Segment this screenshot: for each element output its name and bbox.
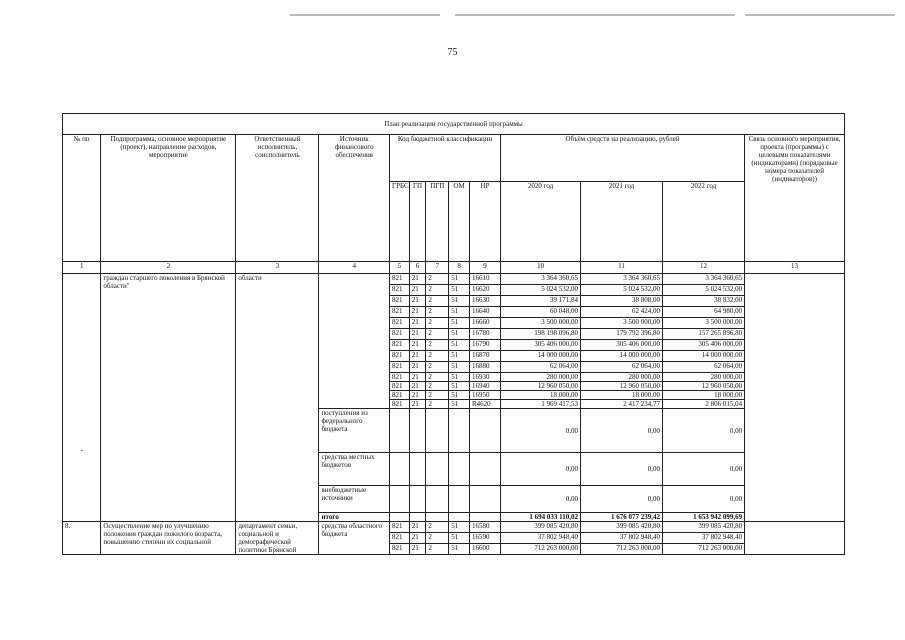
code-empty bbox=[409, 513, 426, 522]
row-number bbox=[63, 274, 101, 522]
header-link: Связь основного мероприятия, проекта (программы) с целевыми показателями (индикаторами) (порядковые номера показателей (индикаторов)) bbox=[745, 135, 845, 262]
code-grbs: 821 bbox=[390, 522, 410, 533]
header-source: Источник финансового обеспечения bbox=[319, 135, 390, 262]
code-gp: 21 bbox=[409, 351, 426, 362]
header-np: НР bbox=[469, 182, 500, 262]
amount-v2021: 0,00 bbox=[581, 409, 663, 453]
amount-v2021: 280 000,00 bbox=[581, 373, 663, 382]
executor-name: департамент семьи, социальной и демографической политики Брянской bbox=[236, 522, 319, 555]
code-gp: 21 bbox=[409, 400, 426, 409]
code-gp: 21 bbox=[409, 382, 426, 391]
code-grbs: 821 bbox=[390, 382, 410, 391]
amount-v2022: 280 000,00 bbox=[663, 373, 745, 382]
amount-v2020: 18 000,00 bbox=[501, 391, 581, 400]
code-np: 16790 bbox=[469, 340, 500, 351]
code-grbs: 821 bbox=[390, 274, 410, 285]
code-grbs: 821 bbox=[390, 373, 410, 382]
code-om: 51 bbox=[449, 329, 470, 340]
code-empty bbox=[409, 409, 426, 453]
amount-v2020: 62 064,00 bbox=[501, 362, 581, 373]
amount-v2022: 64 980,00 bbox=[663, 307, 745, 318]
code-np: 16640 bbox=[469, 307, 500, 318]
code-gp: 21 bbox=[409, 329, 426, 340]
code-gp: 21 bbox=[409, 307, 426, 318]
amount-v2021: 399 085 420,80 bbox=[581, 522, 663, 533]
code-grbs: 821 bbox=[390, 296, 410, 307]
amount-v2021: 2 417 234,77 bbox=[581, 400, 663, 409]
code-gp: 21 bbox=[409, 274, 426, 285]
column-number: 1 bbox=[63, 262, 101, 274]
column-numbers-row bbox=[63, 262, 845, 274]
code-grbs: 821 bbox=[390, 362, 410, 373]
code-empty bbox=[426, 453, 449, 486]
code-empty bbox=[409, 486, 426, 513]
amount-v2020: 1 969 417,53 bbox=[501, 400, 581, 409]
code-grbs: 821 bbox=[390, 329, 410, 340]
column-number: 9 bbox=[469, 262, 500, 274]
code-empty bbox=[426, 513, 449, 522]
amount-v2021: 37 802 948,40 bbox=[581, 533, 663, 544]
code-gp: 21 bbox=[409, 373, 426, 382]
amount-v2022: 0,00 bbox=[663, 409, 745, 453]
amount-v2022: 1 653 942 099,69 bbox=[663, 513, 745, 522]
code-empty bbox=[409, 453, 426, 486]
amount-v2020: 0,00 bbox=[501, 486, 581, 513]
code-om: 51 bbox=[449, 391, 470, 400]
code-np: 16870 bbox=[469, 351, 500, 362]
code-np: 16620 bbox=[469, 285, 500, 296]
code-np: 16660 bbox=[469, 318, 500, 329]
column-number: 13 bbox=[745, 262, 845, 274]
header-pgp: ПГП bbox=[426, 182, 449, 262]
code-pgp: 2 bbox=[426, 400, 449, 409]
code-empty bbox=[390, 453, 410, 486]
code-om: 51 bbox=[449, 351, 470, 362]
program-name: граждан старшего поколения в Брянской области" bbox=[101, 274, 236, 522]
scan-artifact bbox=[455, 14, 735, 16]
amount-v2022: 38 832,00 bbox=[663, 296, 745, 307]
code-gp: 21 bbox=[409, 391, 426, 400]
program-plan-table bbox=[62, 113, 845, 555]
code-empty bbox=[469, 486, 500, 513]
amount-v2020: 60 048,00 bbox=[501, 307, 581, 318]
amount-v2022: 399 085 420,80 bbox=[663, 522, 745, 533]
column-number: 3 bbox=[236, 262, 319, 274]
code-empty bbox=[390, 513, 410, 522]
code-np: 16880 bbox=[469, 362, 500, 373]
amount-v2020: 1 694 033 110,02 bbox=[501, 513, 581, 522]
table-row bbox=[63, 274, 845, 285]
header-code-group: Код бюджетной классификации bbox=[390, 135, 501, 182]
code-empty bbox=[449, 409, 470, 453]
amount-v2021: 179 792 396,80 bbox=[581, 329, 663, 340]
amount-v2020: 39 171,84 bbox=[501, 296, 581, 307]
amount-v2021: 1 676 077 239,42 bbox=[581, 513, 663, 522]
column-number: 7 bbox=[426, 262, 449, 274]
code-gp: 21 bbox=[409, 362, 426, 373]
code-pgp: 2 bbox=[426, 362, 449, 373]
amount-v2020: 14 000 000,00 bbox=[501, 351, 581, 362]
amount-v2022: 157 265 896,80 bbox=[663, 329, 745, 340]
indicator-link bbox=[745, 274, 845, 522]
code-empty bbox=[426, 409, 449, 453]
amount-v2022: 2 806 015,04 bbox=[663, 400, 745, 409]
amount-v2020: 712 263 000,00 bbox=[501, 544, 581, 555]
code-gp: 21 bbox=[409, 522, 426, 533]
amount-v2021: 712 263 000,00 bbox=[581, 544, 663, 555]
code-grbs: 821 bbox=[390, 285, 410, 296]
code-empty bbox=[469, 409, 500, 453]
amount-v2020: 399 085 420,80 bbox=[501, 522, 581, 533]
header-om: ОМ bbox=[449, 182, 470, 262]
amount-v2021: 305 406 000,00 bbox=[581, 340, 663, 351]
header-gp: ГП bbox=[409, 182, 426, 262]
code-pgp: 2 bbox=[426, 285, 449, 296]
amount-v2021: 18 000,00 bbox=[581, 391, 663, 400]
code-empty bbox=[449, 453, 470, 486]
amount-v2022: 0,00 bbox=[663, 486, 745, 513]
code-pgp: 2 bbox=[426, 340, 449, 351]
code-empty bbox=[390, 409, 410, 453]
code-grbs: 821 bbox=[390, 307, 410, 318]
header-executor: Ответственный исполнитель, соисполнитель bbox=[236, 135, 319, 262]
amount-v2021: 3 500 000,00 bbox=[581, 318, 663, 329]
column-number: 6 bbox=[409, 262, 426, 274]
amount-v2020: 280 000,00 bbox=[501, 373, 581, 382]
table-row bbox=[63, 522, 845, 533]
table-title: План реализации государственной программы bbox=[63, 114, 845, 135]
code-grbs: 821 bbox=[390, 544, 410, 555]
code-pgp: 2 bbox=[426, 318, 449, 329]
code-np: 16590 bbox=[469, 533, 500, 544]
scan-artifact bbox=[290, 14, 440, 16]
amount-v2020: 5 024 532,00 bbox=[501, 285, 581, 296]
amount-v2020: 0,00 bbox=[501, 409, 581, 453]
code-grbs: 821 bbox=[390, 318, 410, 329]
code-np: 16950 bbox=[469, 391, 500, 400]
amount-v2021: 14 000 000,00 bbox=[581, 351, 663, 362]
indicator-link bbox=[745, 522, 845, 555]
code-empty bbox=[469, 513, 500, 522]
header-program: Подпрограмма, основное мероприятие (проект), направление расходов, мероприятие bbox=[101, 135, 236, 262]
code-pgp: 2 bbox=[426, 522, 449, 533]
funding-source: итого bbox=[319, 513, 390, 522]
column-number: 10 bbox=[501, 262, 581, 274]
code-grbs: 821 bbox=[390, 340, 410, 351]
code-pgp: 2 bbox=[426, 274, 449, 285]
header-num: № пп bbox=[63, 135, 101, 262]
amount-v2022: 14 000 000,00 bbox=[663, 351, 745, 362]
scan-artifact bbox=[745, 14, 895, 16]
code-gp: 21 bbox=[409, 285, 426, 296]
code-om: 51 bbox=[449, 340, 470, 351]
funding-source: средства областного бюджета bbox=[319, 522, 390, 555]
column-number: 2 bbox=[101, 262, 236, 274]
column-number: 4 bbox=[319, 262, 390, 274]
code-om: 51 bbox=[449, 533, 470, 544]
amount-v2022: 37 802 948,40 bbox=[663, 533, 745, 544]
code-pgp: 2 bbox=[426, 382, 449, 391]
amount-v2020: 198 198 096,80 bbox=[501, 329, 581, 340]
code-pgp: 2 bbox=[426, 307, 449, 318]
code-om: 51 bbox=[449, 285, 470, 296]
code-pgp: 2 bbox=[426, 373, 449, 382]
code-gp: 21 bbox=[409, 296, 426, 307]
funding-source: поступления из федерального бюджета bbox=[319, 409, 390, 453]
amount-v2021: 0,00 bbox=[581, 486, 663, 513]
code-empty bbox=[426, 486, 449, 513]
amount-v2021: 0,00 bbox=[581, 453, 663, 486]
code-np: 16630 bbox=[469, 296, 500, 307]
amount-v2021: 38 808,00 bbox=[581, 296, 663, 307]
amount-v2021: 5 024 532,00 bbox=[581, 285, 663, 296]
code-gp: 21 bbox=[409, 533, 426, 544]
code-om: 51 bbox=[449, 307, 470, 318]
code-np: 16780 bbox=[469, 329, 500, 340]
executor-name: области bbox=[236, 274, 319, 522]
code-om: 51 bbox=[449, 522, 470, 533]
code-empty bbox=[390, 486, 410, 513]
code-gp: 21 bbox=[409, 340, 426, 351]
code-np: 16580 bbox=[469, 522, 500, 533]
amount-v2022: 712 263 000,00 bbox=[663, 544, 745, 555]
amount-v2022: 5 024 532,00 bbox=[663, 285, 745, 296]
column-number: 5 bbox=[390, 262, 410, 274]
amount-v2021: 3 364 360,65 bbox=[581, 274, 663, 285]
code-om: 51 bbox=[449, 382, 470, 391]
header-2020: 2020 год bbox=[501, 182, 581, 262]
amount-v2020: 3 364 360,65 bbox=[501, 274, 581, 285]
header-grbs: ГРБС bbox=[390, 182, 410, 262]
code-gp: 21 bbox=[409, 544, 426, 555]
code-empty bbox=[469, 453, 500, 486]
page-number: 75 bbox=[447, 47, 458, 58]
amount-v2020: 305 406 000,00 bbox=[501, 340, 581, 351]
amount-v2022: 305 406 000,00 bbox=[663, 340, 745, 351]
column-number: 11 bbox=[581, 262, 663, 274]
code-om: 51 bbox=[449, 544, 470, 555]
amount-v2022: 0,00 bbox=[663, 453, 745, 486]
code-pgp: 2 bbox=[426, 391, 449, 400]
code-empty bbox=[449, 486, 470, 513]
code-np: 16600 bbox=[469, 544, 500, 555]
amount-v2022: 12 960 050,00 bbox=[663, 382, 745, 391]
amount-v2020: 12 960 050,00 bbox=[501, 382, 581, 391]
header-volume-group: Объём средств на реализацию, рублей bbox=[501, 135, 745, 182]
code-np: 16930 bbox=[469, 373, 500, 382]
funding-source: внебюджетные источники bbox=[319, 486, 390, 513]
row-number: 8. bbox=[63, 522, 101, 555]
dash-mark: - bbox=[80, 446, 83, 454]
funding-source bbox=[319, 274, 390, 409]
header-2021: 2021 год bbox=[581, 182, 663, 262]
amount-v2020: 0,00 bbox=[501, 453, 581, 486]
code-om: 51 bbox=[449, 318, 470, 329]
code-pgp: 2 bbox=[426, 351, 449, 362]
amount-v2022: 18 000,00 bbox=[663, 391, 745, 400]
code-pgp: 2 bbox=[426, 544, 449, 555]
funding-source: средства местных бюджетов bbox=[319, 453, 390, 486]
code-grbs: 821 bbox=[390, 391, 410, 400]
code-grbs: 821 bbox=[390, 533, 410, 544]
code-om: 51 bbox=[449, 373, 470, 382]
amount-v2022: 3 364 360,65 bbox=[663, 274, 745, 285]
amount-v2020: 3 500 000,00 bbox=[501, 318, 581, 329]
code-gp: 21 bbox=[409, 318, 426, 329]
header-2022: 2022 год bbox=[663, 182, 745, 262]
code-pgp: 2 bbox=[426, 329, 449, 340]
code-om: 51 bbox=[449, 400, 470, 409]
code-om: 51 bbox=[449, 296, 470, 307]
code-pgp: 2 bbox=[426, 296, 449, 307]
program-name: Осуществление мер по улучшению положения граждан пожилого возраста, повышению степени их социальной bbox=[101, 522, 236, 555]
code-np: 16610 bbox=[469, 274, 500, 285]
column-number: 12 bbox=[663, 262, 745, 274]
code-grbs: 821 bbox=[390, 351, 410, 362]
amount-v2022: 62 064,00 bbox=[663, 362, 745, 373]
code-grbs: 821 bbox=[390, 400, 410, 409]
code-om: 51 bbox=[449, 362, 470, 373]
code-pgp: 2 bbox=[426, 533, 449, 544]
code-empty bbox=[449, 513, 470, 522]
amount-v2021: 62 424,00 bbox=[581, 307, 663, 318]
column-number: 8 bbox=[449, 262, 470, 274]
code-np: 16940 bbox=[469, 382, 500, 391]
amount-v2021: 12 960 050,00 bbox=[581, 382, 663, 391]
amount-v2022: 3 500 000,00 bbox=[663, 318, 745, 329]
amount-v2021: 62 064,00 bbox=[581, 362, 663, 373]
code-om: 51 bbox=[449, 274, 470, 285]
amount-v2020: 37 802 948,40 bbox=[501, 533, 581, 544]
code-np: R4620 bbox=[469, 400, 500, 409]
